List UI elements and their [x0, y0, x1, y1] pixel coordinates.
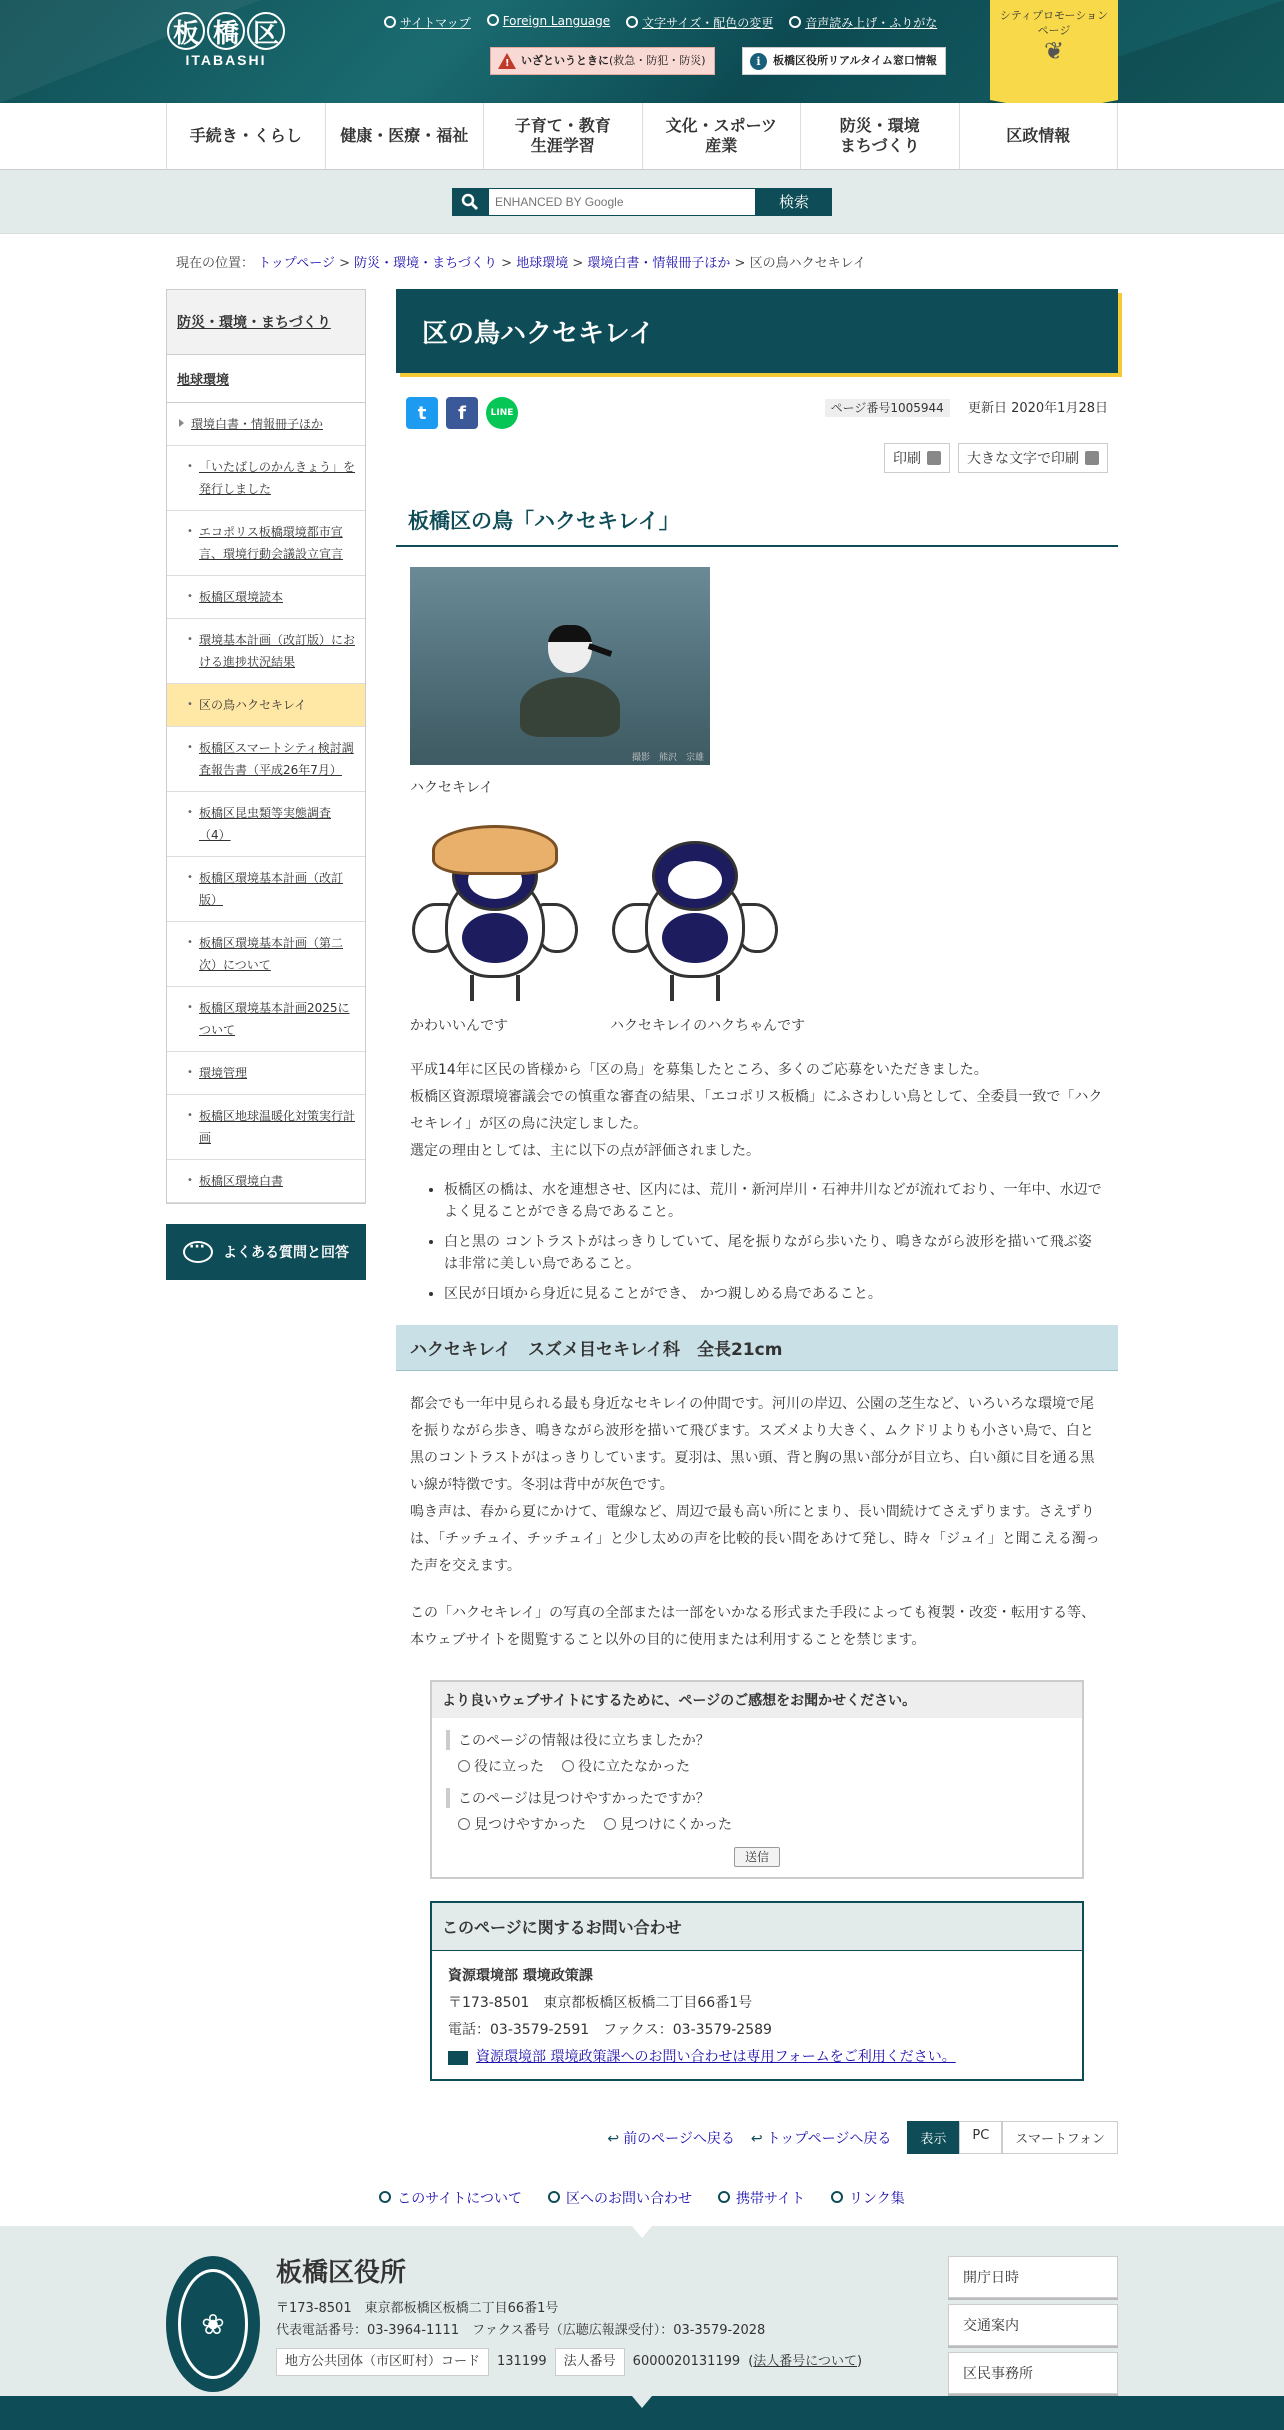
swirl-icon: ❦ — [1043, 37, 1065, 65]
emergency-label: いざというときに — [521, 54, 609, 67]
print-button[interactable]: 印刷 — [884, 443, 950, 473]
printer-icon — [927, 451, 941, 465]
breadcrumb: 現在の位置： トップページ > 防災・環境・まちづくり > 地球環境 > 環境白書・情報冊子ほか > 区の鳥ハクセキレイ — [176, 256, 866, 271]
inquiry-form-link[interactable]: 資源環境部 環境政策課へのお問い合わせは専用フォームをご利用ください。 — [476, 2049, 956, 2065]
logo-char: 橋 — [207, 12, 245, 50]
photo-caption: ハクセキレイ — [410, 780, 494, 796]
about-site-link[interactable]: このサイトについて — [379, 2188, 522, 2208]
page-number: ページ番号1005944 — [825, 399, 950, 417]
inquiry-title: このページに関するお問い合わせ — [432, 1903, 1082, 1951]
description-paragraph: 都会でも一年中見られる最も身近なセキレイの仲間です。河川の岸辺、公園の芝生など、いろいろな環境で尾を振りながら歩き、鳴きながら波形を描いて飛びます。スズメより大きく、ムクドリよりも小さい鳥で、白と黒のコントラストがはっきりしています。夏羽は、黒い頭、背と胸の黒い部分が目立ち、白い顔に目を通る黒い線が特徴です。冬羽は背中が灰色です。 — [410, 1396, 1095, 1493]
sidebar-item[interactable]: • 板橋区環境読本 — [167, 576, 365, 619]
links-page-link[interactable]: リンク集 — [831, 2188, 905, 2208]
breadcrumb-link[interactable]: 環境白書・情報冊子ほか — [587, 256, 731, 271]
gnav-administration[interactable]: 区政情報 — [960, 103, 1119, 169]
feedback-question: このページは見つけやすかったですか？ — [446, 1788, 1068, 1808]
faq-label: よくある質問と回答 — [223, 1245, 349, 1261]
sidebar-item[interactable]: • 板橋区環境基本計画（改訂版） — [167, 857, 365, 922]
wagtail-photo — [410, 567, 710, 765]
sidebar-item[interactable]: • 環境管理 — [167, 1052, 365, 1095]
section-heading: 板橋区の鳥「ハクセキレイ」 — [396, 497, 1118, 547]
access-button[interactable]: 交通案内 — [948, 2304, 1118, 2346]
display-mode-switch — [907, 2121, 1118, 2154]
radio-not-helpful[interactable]: 役に立たなかった — [562, 1756, 690, 1776]
breadcrumb-link[interactable]: トップページ — [258, 256, 335, 271]
search-button[interactable]: 検索 — [756, 188, 832, 216]
gnav-procedures[interactable]: 手続き・くらし — [167, 103, 326, 169]
realtime-label: 板橋区役所リアルタイム窓口情報 — [773, 54, 937, 67]
list-item: • 区民が日頃から身近に見ることができ、 かつ親しめる鳥であること。 — [444, 1283, 1104, 1305]
mail-icon — [448, 2051, 468, 2065]
page-title: 区の鳥ハクセキレイ — [396, 289, 1118, 373]
sidebar-item[interactable]: • 「いたばしのかんきょう」を発行しました — [167, 446, 365, 511]
footer-links — [166, 2188, 1118, 2208]
copyright-notice: この「ハクセキレイ」の写真の全部または一部をいかなる形式また手段によっても複製・改変・転用する等、本ウェブサイトを閲覧すること以外の目的に使用または利用することを禁じます。 — [410, 1605, 1096, 1648]
site-footer: ❀ 板橋区役所 〒173-8501 東京都板橋区板橋二丁目66番1号 代表電話番号：03-3964-1111 ファクス番号（広聴広報課受付）：03-3579-2028 地方公共団体（市区町村）コード 131199 法人番号 6000020131199 (法人番号について) 開庁日時 交通案内 区民事務所 — [0, 2226, 1284, 2430]
radio-hard-to-find[interactable]: 見つけにくかった — [604, 1814, 732, 1834]
warning-icon — [498, 53, 516, 69]
mode-pc[interactable]: PC — [959, 2121, 1002, 2154]
search-band — [0, 170, 1284, 234]
mascot-illustration — [610, 823, 780, 1003]
inquiry-department: 資源環境部 環境政策課 — [448, 1968, 593, 1984]
description-paragraph: 鳴き声は、春から夏にかけて、電線など、周辺で最も高い所にとまり、長い間続けてさえずります。さえずりは、「チッチュイ、チッチュイ」と少し太めの声を比較的長い間をあけて発し、時々「ジュイ」と聞こえる濁った声を交えます。 — [410, 1504, 1100, 1574]
contact-link[interactable]: 区へのお問い合わせ — [548, 2188, 692, 2208]
logo-roman: ITABASHI — [185, 52, 267, 68]
reasons-list — [444, 1179, 1104, 1305]
sidebar-subheading[interactable]: 地球環境 — [167, 355, 365, 403]
mascot-caption: ハクセキレイのハクちゃんです — [610, 1018, 806, 1034]
sidebar-item[interactable]: • 区の鳥ハクセキレイ — [167, 684, 365, 727]
voice-reading-link[interactable]: 音声読み上げ・ふりがな — [789, 14, 937, 31]
corp-value: 6000020131199 — [632, 2354, 741, 2369]
breadcrumb-current: 区の鳥ハクセキレイ — [749, 256, 866, 271]
search-form — [452, 188, 832, 216]
sidebar-item[interactable]: • 板橋区スマートシティ検討調査報告書（平成26年7月） — [167, 727, 365, 792]
share-buttons — [406, 397, 518, 429]
main-content — [396, 289, 1118, 2154]
printer-icon — [1085, 451, 1099, 465]
twitter-icon[interactable]: t — [406, 397, 438, 429]
gnav-health[interactable]: 健康・医療・福祉 — [326, 103, 485, 169]
code-value: 131199 — [497, 2354, 547, 2369]
lead-paragraph: 選定の理由としては、主に以下の点が評価されました。 — [410, 1143, 760, 1159]
sidebar-item[interactable]: • 板橋区地球温暖化対策実行計画 — [167, 1095, 365, 1160]
inquiry-address: 〒173-8501 東京都板橋区板橋二丁目66番1号 — [448, 1995, 753, 2011]
gnav-disaster-environment[interactable]: 防災・環境 まちづくり — [801, 103, 960, 169]
inquiry-box — [430, 1901, 1084, 2081]
feedback-form — [430, 1680, 1084, 1879]
info-icon: i — [750, 53, 767, 70]
mascot-caption: かわいいんです — [410, 1018, 508, 1034]
search-input[interactable] — [488, 188, 756, 216]
branch-offices-button[interactable]: 区民事務所 — [948, 2352, 1118, 2394]
utility-links — [384, 14, 937, 31]
footer-phone: 代表電話番号：03-3964-1111 ファクス番号（広聴広報課受付）：03-3579-2028 — [276, 2323, 766, 2338]
gnav-culture[interactable]: 文化・スポーツ 産業 — [643, 103, 802, 169]
breadcrumb-link[interactable]: 地球環境 — [516, 256, 569, 271]
city-emblem: ❀ — [166, 2256, 260, 2392]
emergency-sub: (救急・防犯・防災) — [609, 54, 706, 67]
city-promotion-link[interactable] — [990, 0, 1118, 100]
submit-button[interactable]: 送信 — [734, 1847, 780, 1867]
sidebar-item[interactable]: • 環境基本計画（改訂版）における進捗状況結果 — [167, 619, 365, 684]
corp-label: 法人番号 — [555, 2348, 625, 2376]
breadcrumb-prefix: 現在の位置： — [176, 256, 255, 271]
footer-office-name: 板橋区役所 — [276, 2258, 407, 2288]
list-item: • 白と黒の コントラストがはっきりしていて、尾を振りながら歩いたり、鳴きながら波形を描いて飛ぶ姿は非常に美しい鳥であること。 — [444, 1231, 1104, 1275]
logo-char: 板 — [167, 12, 205, 50]
list-item: • 板橋区の橋は、水を連想させ、区内には、荒川・新河岸川・石神井川などが流れており、一年中、水辺でよく見ることができる鳥であること。 — [444, 1179, 1104, 1223]
feedback-question: このページの情報は役に立ちましたか？ — [446, 1730, 1068, 1750]
global-nav — [0, 103, 1284, 170]
top-page-link[interactable]: ↩ トップページへ戻る — [751, 2128, 891, 2148]
subsection-heading: ハクセキレイ スズメ目セキレイ科 全長21cm — [396, 1325, 1118, 1371]
sidebar-item[interactable]: • 板橋区昆虫類等実態調査（4） — [167, 792, 365, 857]
sidebar — [166, 289, 366, 2154]
footer-bar — [0, 2396, 1284, 2430]
opening-hours-button[interactable]: 開庁日時 — [948, 2256, 1118, 2298]
sitemap-link[interactable]: サイトマップ — [384, 14, 471, 31]
sidebar-item[interactable]: • エコポリス板橋環境都市宣言、環境行動会議設立宣言 — [167, 511, 365, 576]
chat-bubble-icon — [183, 1241, 213, 1263]
foreign-language-link[interactable]: Foreign Language — [487, 14, 610, 31]
lead-paragraph: 板橋区資源環境審議会での慎重な審査の結果、「エコポリス板橋」にふさわしい鳥として、全委員一致で「ハクセキレイ」が区の鳥に決定しました。 — [410, 1089, 1103, 1132]
mascot-illustration-hat — [410, 823, 580, 1003]
faq-button[interactable] — [166, 1224, 366, 1280]
line-icon[interactable]: LINE — [486, 397, 518, 429]
photo-credit: 撮影 熊沢 宗雄 — [631, 753, 704, 763]
display-mode-label: 表示 — [907, 2121, 959, 2154]
print-large-button[interactable]: 大きな文字で印刷 — [958, 443, 1108, 473]
code-label: 地方公共団体（市区町村）コード — [276, 2348, 489, 2376]
facebook-icon[interactable]: f — [446, 397, 478, 429]
promo-label: シティプロモーション ページ — [999, 9, 1109, 37]
font-color-settings-link[interactable]: 文字サイズ・配色の変更 — [626, 14, 773, 31]
lead-paragraph: 平成14年に区民の皆様から「区の鳥」を募集したところ、多くのご応募をいただきました。 — [410, 1062, 988, 1078]
sidebar-item[interactable]: • 板橋区環境基本計画2025について — [167, 987, 365, 1052]
mobile-site-link[interactable]: 携帯サイト — [718, 2188, 805, 2208]
site-logo[interactable] — [166, 12, 286, 68]
search-icon — [452, 188, 488, 216]
breadcrumb-link[interactable]: 防災・環境・まちづくり — [354, 256, 498, 271]
emergency-button[interactable] — [490, 47, 715, 75]
radio-easy-to-find[interactable]: 見つけやすかった — [458, 1814, 586, 1834]
site-header — [0, 0, 1284, 103]
radio-helpful[interactable]: 役に立った — [458, 1756, 544, 1776]
sidebar-item[interactable]: • 板橋区環境白書 — [167, 1160, 365, 1203]
sidebar-heading[interactable]: 防災・環境・まちづくり — [167, 290, 365, 355]
realtime-counter-button[interactable] — [742, 47, 946, 75]
inquiry-phone: 電話：03-3579-2591 ファクス：03-3579-2589 — [448, 2022, 772, 2038]
feedback-title: より良いウェブサイトにするために、ページのご感想をお聞かせください。 — [432, 1682, 1082, 1718]
mode-smartphone[interactable]: スマートフォン — [1002, 2121, 1118, 2154]
logo-char: 区 — [247, 12, 285, 50]
footer-address: 〒173-8501 東京都板橋区板橋二丁目66番1号 — [276, 2301, 559, 2316]
corp-number-link[interactable]: 法人番号について — [753, 2354, 858, 2369]
updated-date: 更新日 2020年1月28日 — [967, 401, 1108, 416]
gnav-childcare[interactable]: 子育て・教育 生涯学習 — [484, 103, 643, 169]
back-link[interactable]: ↩ 前のページへ戻る — [607, 2128, 734, 2148]
sidebar-item[interactable]: 環境白書・情報冊子ほか — [167, 403, 365, 446]
sidebar-item[interactable]: • 板橋区環境基本計画（第二次）について — [167, 922, 365, 987]
